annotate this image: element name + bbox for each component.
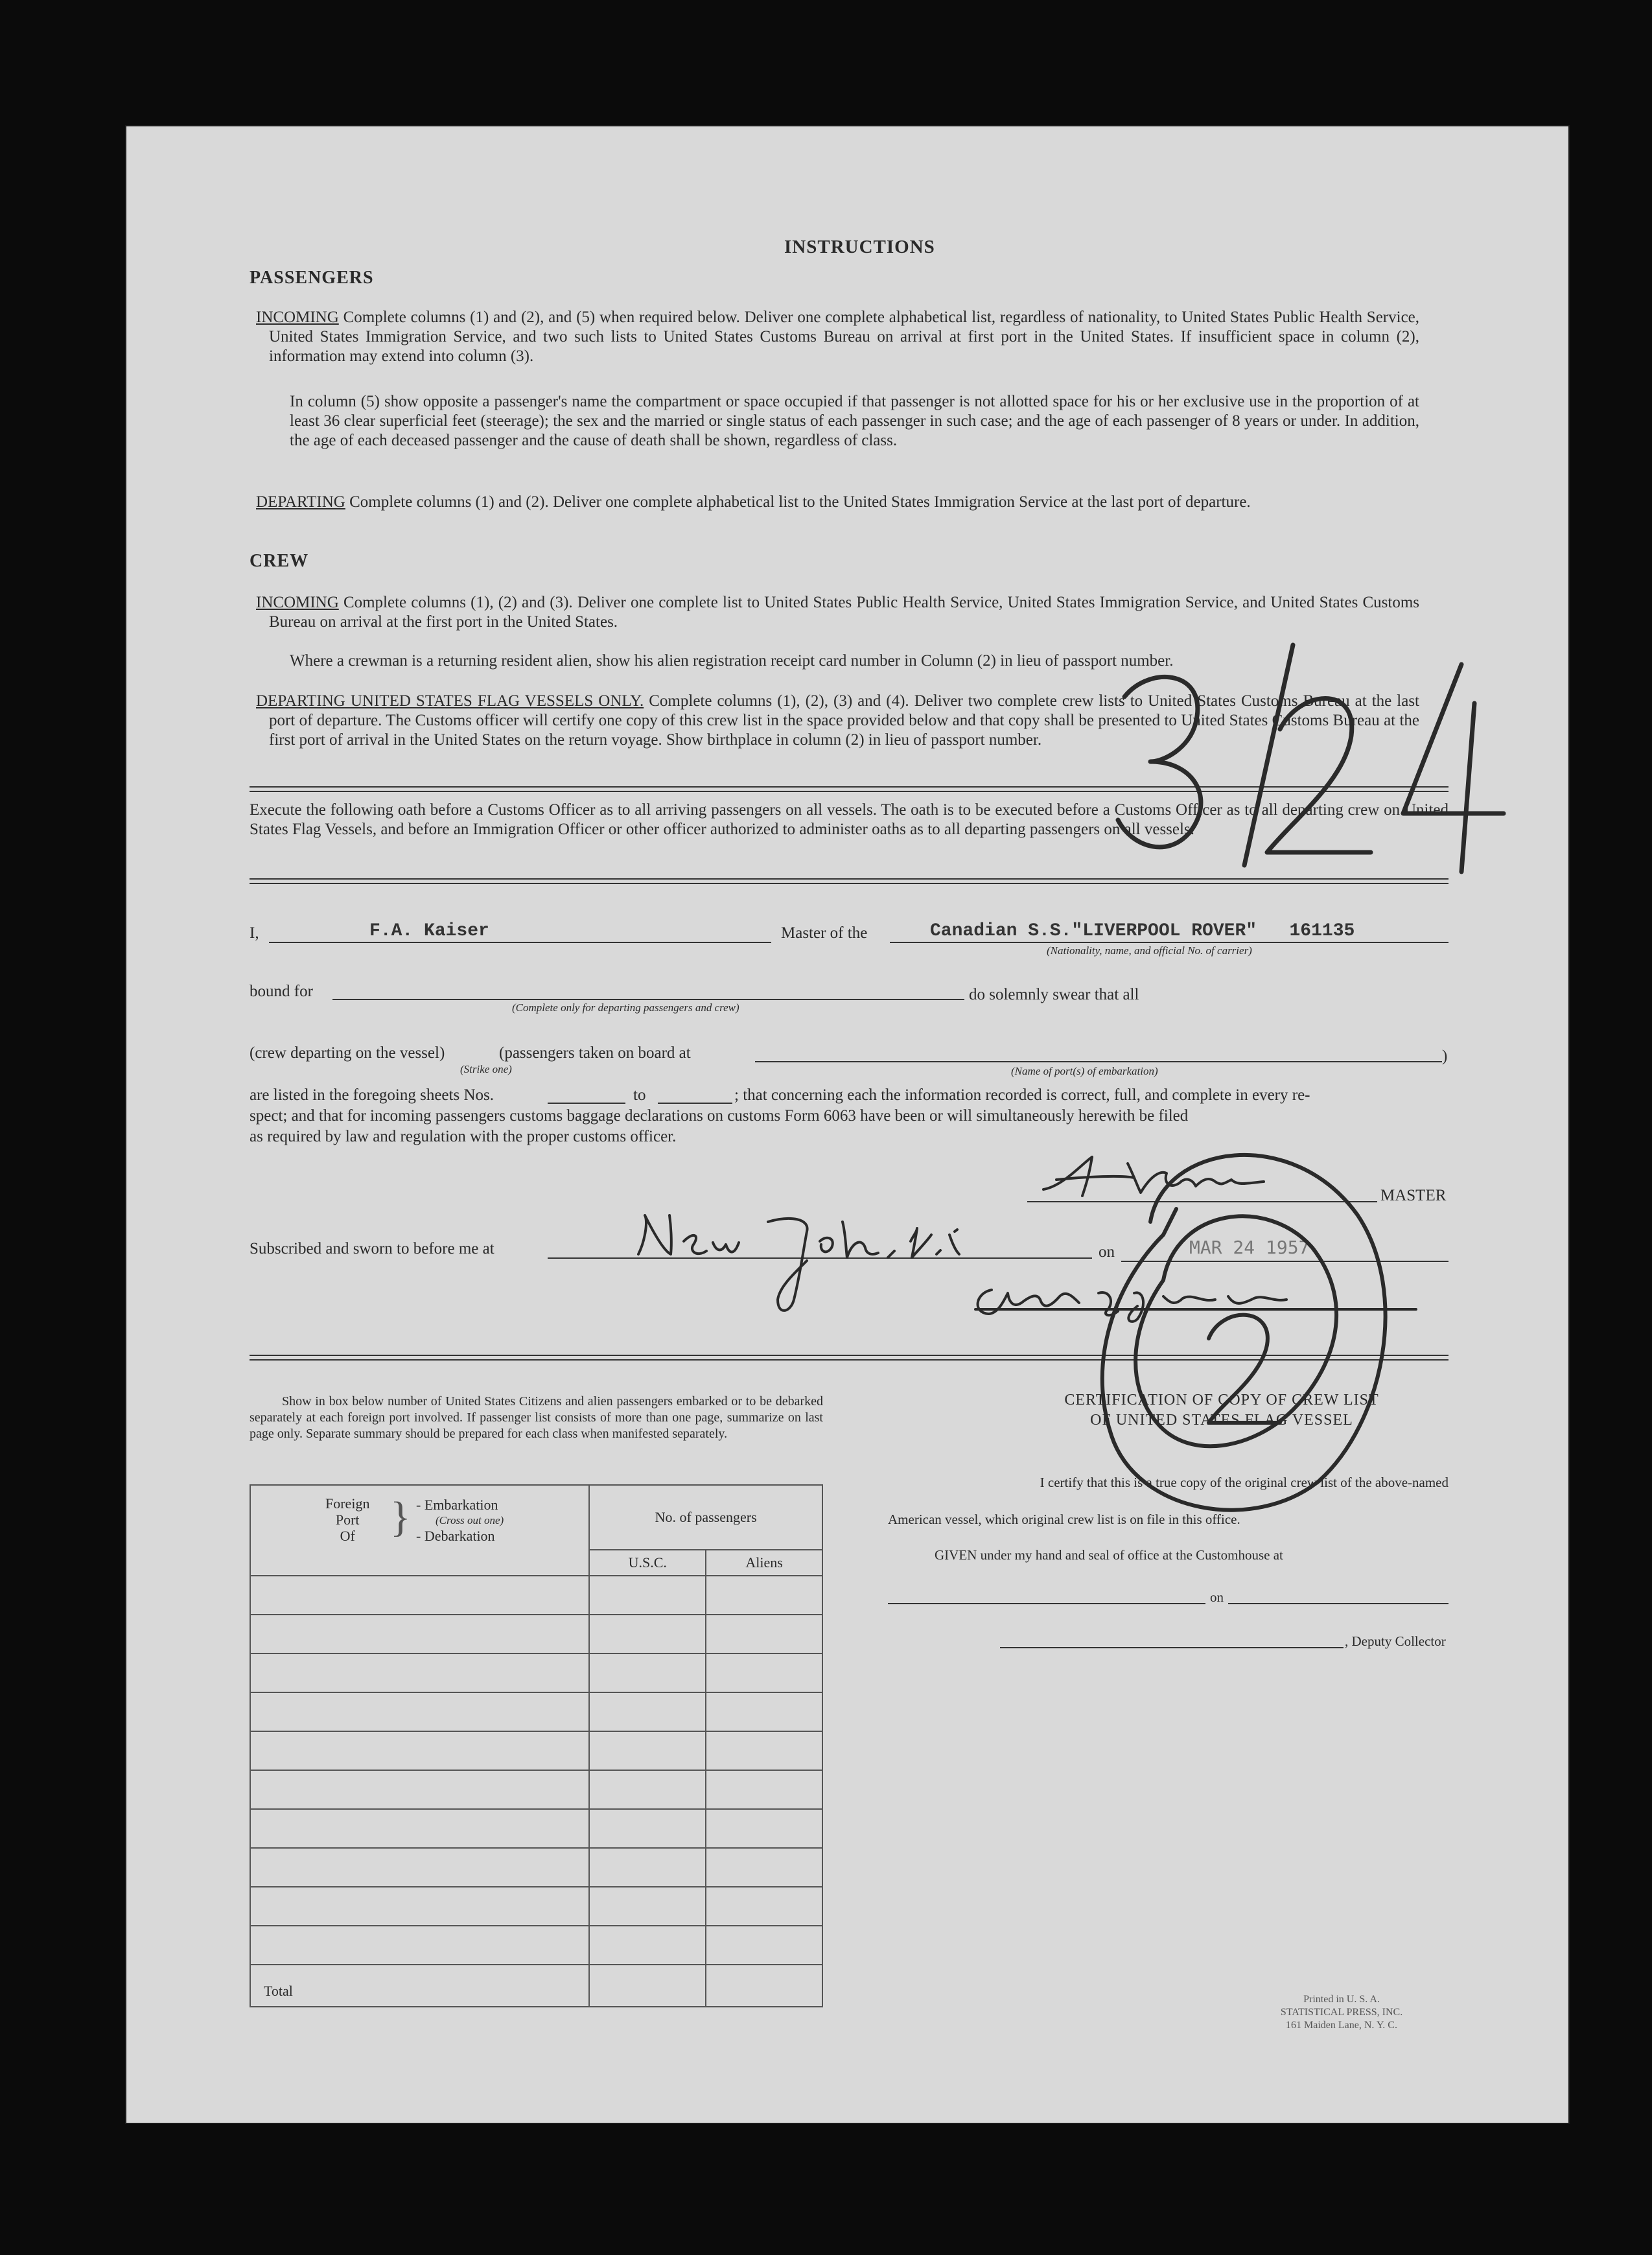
crew-incoming-label: INCOMING bbox=[256, 594, 339, 611]
port-cell[interactable] bbox=[250, 1887, 589, 1926]
usc-cell[interactable] bbox=[589, 1731, 706, 1770]
certification-text-2: American vessel, which original crew list is on file in this office. bbox=[888, 1512, 1240, 1527]
printer-line1: Printed in U. S. A. bbox=[1303, 1994, 1380, 2005]
certification-on-label: on bbox=[1210, 1589, 1224, 1605]
handwritten-place-new-york bbox=[632, 1196, 969, 1326]
table-row bbox=[250, 1848, 822, 1887]
sheets-rest: ; that concerning each the information recorded is correct, full, and complete in every re- bbox=[734, 1086, 1310, 1104]
crew-incoming-text: Complete columns (1), (2) and (3). Deliver one complete list to United States Public Health Service, United States Immigration Service, and United States Customs Bureau on arrival at the first port in the United States. bbox=[269, 594, 1419, 631]
aliens-total-cell[interactable] bbox=[706, 1965, 822, 2007]
handwritten-annotations bbox=[1021, 450, 1572, 1714]
embarkation-options bbox=[416, 1497, 504, 1544]
sheets-label: are listed in the foregoing sheets Nos. bbox=[250, 1086, 494, 1104]
debarkation-label: - Debarkation bbox=[416, 1528, 495, 1544]
vessel-caption: (Nationality, name, and official No. of carrier) bbox=[1047, 944, 1252, 957]
certification-text-1: I certify that this is a true copy of the original crew list of the above-named bbox=[1040, 1475, 1448, 1490]
port-label: Port bbox=[335, 1512, 360, 1528]
aliens-cell[interactable] bbox=[706, 1615, 822, 1653]
subscribed-label: Subscribed and sworn to before me at bbox=[250, 1240, 494, 1257]
crew-heading: CREW bbox=[250, 551, 309, 571]
port-cell[interactable] bbox=[250, 1653, 589, 1692]
table-row bbox=[250, 1809, 822, 1848]
usc-cell[interactable] bbox=[589, 1809, 706, 1848]
certification-title-line1: CERTIFICATION OF COPY OF CREW LIST bbox=[1064, 1392, 1379, 1408]
printer-imprint bbox=[1231, 1993, 1452, 2032]
ports-caption: (Name of port(s) of embarkation) bbox=[1011, 1065, 1158, 1077]
crew-departing-label: DEPARTING UNITED STATES FLAG VESSELS ONLY. bbox=[256, 692, 644, 710]
usc-total-cell[interactable] bbox=[589, 1965, 706, 2007]
table-row bbox=[250, 1615, 822, 1653]
bound-for-line[interactable] bbox=[332, 999, 964, 1000]
table-row bbox=[250, 1731, 822, 1770]
summary-note: Show in box below number of United States Citizens and alien passengers embarked or to be debarked separately at each foreign port involved. If passenger list consists of more than one page, summarize on last page only. Separate summary should be prepared for each class when manifested separately. bbox=[250, 1394, 823, 1441]
port-cell[interactable] bbox=[250, 1926, 589, 1965]
passengers-taken-option: (passengers taken on board at bbox=[499, 1044, 691, 1062]
date-stamp: MAR 24 1957 bbox=[1189, 1237, 1310, 1258]
aliens-cell[interactable] bbox=[706, 1653, 822, 1692]
passengers-incoming-text: Complete columns (1) and (2), and (5) when required below. Deliver one complete alphabetical list, regardless of nationality, to United States Public Health Service, United States Immigration Service, and two such lists to United States Customs Bureau on arrival at first port in the United States. If insufficient space in column (2), information may extend into column (3). bbox=[269, 309, 1420, 365]
port-cell[interactable] bbox=[250, 1809, 589, 1848]
to-label: to bbox=[633, 1086, 646, 1104]
master-name-value[interactable]: F.A. Kaiser bbox=[369, 921, 489, 941]
of-label: Of bbox=[340, 1528, 355, 1544]
aliens-cell[interactable] bbox=[706, 1576, 822, 1615]
passenger-summary-table bbox=[250, 1484, 823, 2007]
strike-one-caption: (Strike one) bbox=[460, 1063, 512, 1075]
sheets-from-line[interactable] bbox=[548, 1103, 625, 1104]
table-row bbox=[250, 1926, 822, 1965]
master-label: MASTER bbox=[1380, 1187, 1447, 1204]
passengers-departing-label: DEPARTING bbox=[256, 493, 345, 511]
aliens-header: Aliens bbox=[706, 1550, 822, 1576]
oath-instructions: Execute the following oath before a Customs Officer as to all arriving passengers on all vessels. The oath is to be executed before a Customs Officer as to all departing crew on United States Flag Vessels, and before an Immigration Officer or other officer authorized to administer oaths as to all departing passengers on all vessels. bbox=[250, 801, 1448, 838]
usc-cell[interactable] bbox=[589, 1653, 706, 1692]
certification-title-line2: OF UNITED STATES FLAG VESSEL bbox=[1090, 1412, 1353, 1429]
table-row bbox=[250, 1770, 822, 1809]
crew-resident-paragraph: Where a crewman is a returning resident alien, show his alien registration receipt card number in Column (2) in lieu of passport number. bbox=[290, 652, 1174, 670]
oath-line-2: spect; and that for incoming passengers customs baggage declarations on customs Form 6063 have been or will simultaneously herewith be filed bbox=[250, 1107, 1189, 1125]
embarkation-label: - Embarkation bbox=[416, 1497, 498, 1513]
passengers-departing-text: Complete columns (1) and (2). Deliver one complete alphabetical list to the United States Immigration Service at the last port of departure. bbox=[349, 493, 1251, 511]
column5-paragraph: In column (5) show opposite a passenger's name the compartment or space occupied if that passenger is not allotted space for his or her exclusive use in the proportion of at least 36 clear superficial feet (steerage); the sex and the married or single status of each passenger in such case; and the age of each passenger of 8 years or under. In addition, the age of each deceased passenger and the cause of death shall be shown, regardless of class. bbox=[290, 393, 1419, 449]
table-row bbox=[250, 1887, 822, 1926]
usc-cell[interactable] bbox=[589, 1615, 706, 1653]
aliens-cell[interactable] bbox=[706, 1887, 822, 1926]
table-row bbox=[250, 1653, 822, 1692]
swear-text: do solemnly swear that all bbox=[969, 986, 1139, 1003]
vessel-value[interactable]: Canadian S.S."LIVERPOOL ROVER" 161135 bbox=[930, 921, 1355, 941]
master-name-line bbox=[269, 942, 771, 943]
close-paren: ) bbox=[1442, 1047, 1448, 1065]
passengers-heading: PASSENGERS bbox=[250, 268, 374, 288]
form-sheet bbox=[126, 126, 1568, 2123]
port-cell[interactable] bbox=[250, 1731, 589, 1770]
passengers-incoming-paragraph bbox=[256, 308, 1420, 366]
port-cell[interactable] bbox=[250, 1848, 589, 1887]
usc-cell[interactable] bbox=[589, 1887, 706, 1926]
aliens-cell[interactable] bbox=[706, 1848, 822, 1887]
total-row bbox=[250, 1965, 822, 2007]
bound-for-label: bound for bbox=[250, 983, 313, 1000]
total-label: Total bbox=[250, 1965, 589, 2007]
sworn-on-label: on bbox=[1099, 1243, 1115, 1261]
certification-given: GIVEN under my hand and seal of office at the Customhouse at bbox=[935, 1547, 1283, 1563]
usc-cell[interactable] bbox=[589, 1770, 706, 1809]
port-cell[interactable] bbox=[250, 1770, 589, 1809]
crew-departing-text: Complete columns (1), (2), (3) and (4). Deliver two complete crew lists to United States Customs Bureau at the last port of departure. The Customs officer will certify one copy of this crew list in the space provided below and that copy shall be presented to United States Customs Bureau at the first port of arrival in the United States on the return voyage. Show birthplace in column (2) in lieu of passport number. bbox=[269, 692, 1419, 749]
no-passengers-header: No. of passengers bbox=[589, 1485, 822, 1550]
table-row bbox=[250, 1692, 822, 1731]
aliens-cell[interactable] bbox=[706, 1809, 822, 1848]
cross-out-label: (Cross out one) bbox=[436, 1514, 504, 1526]
usc-cell[interactable] bbox=[589, 1576, 706, 1615]
brace-glyph: } bbox=[390, 1493, 411, 1541]
sheets-to-line[interactable] bbox=[658, 1103, 732, 1104]
table-row bbox=[250, 1576, 822, 1615]
bound-for-caption: (Complete only for departing passengers and crew) bbox=[512, 1001, 739, 1014]
aliens-cell[interactable] bbox=[706, 1731, 822, 1770]
foreign-label: Foreign bbox=[325, 1495, 370, 1512]
aliens-cell[interactable] bbox=[706, 1926, 822, 1965]
page-title: INSTRUCTIONS bbox=[784, 237, 935, 257]
usc-header: U.S.C. bbox=[589, 1550, 706, 1576]
port-cell[interactable] bbox=[250, 1615, 589, 1653]
deputy-collector-label: , Deputy Collector bbox=[1345, 1633, 1446, 1649]
usc-cell[interactable] bbox=[589, 1848, 706, 1887]
master-of-label: Master of the bbox=[781, 924, 868, 942]
crew-departing-option: (crew departing on the vessel) bbox=[250, 1044, 445, 1062]
aliens-cell[interactable] bbox=[706, 1692, 822, 1731]
aliens-cell[interactable] bbox=[706, 1770, 822, 1809]
oath-line-3: as required by law and regulation with the proper customs officer. bbox=[250, 1128, 677, 1145]
port-cell[interactable] bbox=[250, 1692, 589, 1731]
port-header-cell bbox=[250, 1485, 589, 1576]
passengers-incoming-label: INCOMING bbox=[256, 309, 339, 326]
foreign-port-of bbox=[325, 1495, 369, 1544]
port-cell[interactable] bbox=[250, 1576, 589, 1615]
usc-cell[interactable] bbox=[589, 1692, 706, 1731]
oath-i-label: I, bbox=[250, 924, 259, 942]
printer-line3: 161 Maiden Lane, N. Y. C. bbox=[1286, 2020, 1397, 2031]
usc-cell[interactable] bbox=[589, 1926, 706, 1965]
printer-line2: STATISTICAL PRESS, INC. bbox=[1280, 2007, 1403, 2018]
